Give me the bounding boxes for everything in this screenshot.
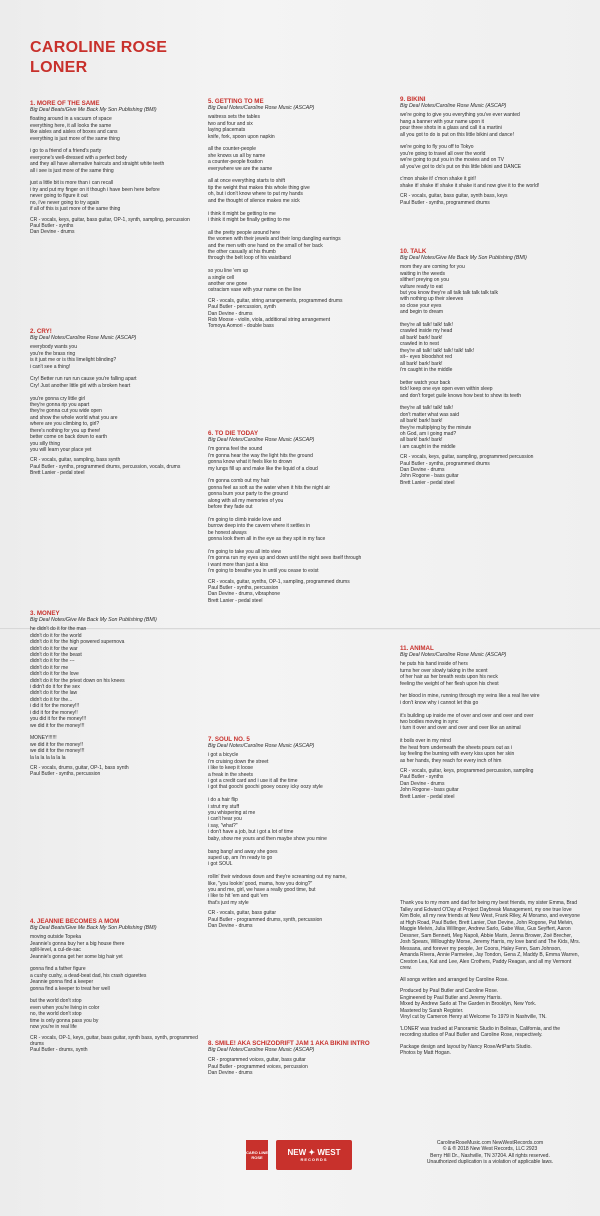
song-title: 5. GETTING TO ME [208, 98, 264, 105]
song-title: 2. CRY! [30, 328, 52, 335]
song-lyrics: moving outside Topeka Jeannie's gonna buy her a big house there split-level, a cul-de-sac Jeannie's gonna get her some big hair yet gonna find a father figure a cushy cushy, a dead-beat dad, his crash cigarettes Jeannie gonna find a keeper gonna find a keeper to treat her well but the world don't stop even when you're living in color no, the world don't stop time is only gonna pass you by now you're in real life [30, 934, 147, 1031]
song-lyrics: we're going to give you everything you've ever wanted hang a banner with your name upon it pour three shots in a glass and call it a martini all you got to do is put on this little bikini and dance! we're going to fly you off to Tokyo you're going to travel all over the world we're going to put you in the movies and on TV all you've got to do's put on this little bikini and DANCE c'mon shake it! c'mon shake it girl! shake it! shake it! shake it shake it and now give it to the world! [400, 112, 540, 189]
song-credits: CR - vocals, guitar, bass guitar Paul Butler - programmed drums, synth, percussion Dan Devine - drums [208, 910, 323, 929]
thanks-paragraph: Thank you to my mom and dad for being my best friends, my sister Emma, Brad Talley and Edward O'Day at Project Daybreak Management, my one true love Kim Bole, all my new friends at New West, Frank Riley, Al Moramo, and everyone at High Road, Paul Butler, Brett Lanier, Dan Devine, John Rogone, Pat Melvin, Maggie Melvin, Julia Willinger, Andrew Sarlo, Gabe Wax, Gus Seyffert, Aaron Dessner, Sam Bennett, Meg Napoli, Abbie Marin, Jenna Brower, Zoë Brecher, Josh Spears, Willoughby Morse, Jeremy Harris, my love band and The Kids, Mrs. Messana, and forever my people, Jer Coons, Haley Fenn, Sam Johnson, Amanda Rivera, Annie Parmelee, Jay Tondon, Gena Z, Maddy B, Emma Warren, Creston Lea, Kat and Lee, Alex Crothers, Paddy Reagan, and all my Vermont crew. [400, 900, 580, 971]
song-credits: CR - vocals, OP-1, keys, guitar, bass guitar, synth bass, synth, programmed drums Paul Butler - drums, synth [30, 1034, 198, 1054]
footer-legal: CarolineRoseMusic.com NewWestRecords.com © & ® 2018 New West Records, LLC 2923 Berry Hill Dr., Nashville, TN 37204. All rights reserved. Unauthorized duplication is a violation of applicable laws. [426, 1140, 554, 1166]
column-1-cry [30, 328, 210, 477]
column-3-animal [400, 645, 580, 800]
records-wordmark: RECORDS [300, 1157, 328, 1162]
song-publisher: Big Deal Notes/Caroline Rose Music (ASCAP) [400, 103, 507, 109]
song-title: 10. TALK [400, 248, 427, 255]
column-2-die [208, 430, 388, 604]
song-credits: CR - vocals, guitar, keys, programmed percussion, sampling Paul Butler - synths Dan Devine - drums John Rogone - bass guitar Brett Lanier - pedal steel [400, 767, 534, 800]
song-title: 7. SOUL NO. 5 [208, 736, 250, 743]
song-credits: CR - vocals, guitar, synths, OP-1, sampling, programmed drums Paul Butler - synths, percussion Dan Devine - drums, vibraphone Brett Lanier - pedal steel [208, 578, 350, 604]
liner-notes [400, 900, 580, 1062]
song-lyrics: he didn't do it for the man didn't do it for the world didn't do it for the high powered supernova didn't do it for the war didn't do it for the beast didn't do it for the --- didn't do it for me didn't do it for the love didn't do it for the priest down on his knees i didn't do it for the sex didn't do it for the law didn't do it for the... i did it for the money!!! i did it for the money!! you did it for the money!!! we did it for the money!!! MONEY!!!!!! we did it for the money!! we did it for the money!!! la la la la la la la [30, 626, 125, 761]
song-publisher: Big Deal Beats/Give Me Back My Son Publishing (BMI) [30, 107, 157, 113]
design-credit: Package design and layout by Nancy Rose/ArtParts Studio. Photos by Matt Hogan. [400, 1043, 532, 1056]
song-publisher: Big Deal Beats/Give Me Back My Son Publishing (BMI) [30, 925, 157, 931]
column-2-smile [208, 1040, 388, 1077]
song-lyrics: floating around in a vacuum of space everything here, it all looks the same like aisles and aisles of boxes and cans everything is just more of the same thing i go to a friend of a friend's party everyone's well-dressed with a perfect body and they all have alternative haircuts and straight white teeth all i see is just more of the same thing just a little bit is more than i can recall i try and put my finger on it though i have been here before never going to figure it out no, i've never going to try again if all of this is just more of the same thing [30, 116, 165, 213]
song-publisher: Big Deal Notes/Give Me Back My Son Publishing (BMI) [30, 617, 157, 623]
song-block [30, 100, 210, 236]
song-publisher: Big Deal Notes/Give Me Back My Son Publishing (BMI) [400, 255, 527, 261]
song-credits: CR - programmed voices, guitar, bass guitar Paul Butler - programmed voices, percussion Dan Devine - drums [208, 1057, 308, 1077]
caroline-rose-logo: CARO LINE ROSE [246, 1140, 268, 1170]
song-publisher: Big Deal Notes/Caroline Rose Music (ASCAP) [30, 335, 137, 341]
song-publisher: Big Deal Notes/Caroline Rose Music (ASCAP) [400, 652, 507, 658]
song-credits: CR - vocals, keys, guitar, bass guitar, OP-1, synth, sampling, percussion Paul Butler - synths Dan Devine - drums [30, 216, 190, 236]
column-3-bikini [400, 96, 580, 206]
logos [246, 1140, 352, 1170]
song-credits: CR - vocals, drums, guitar, OP-1, bass synth Paul Butler - synths, percussion [30, 764, 129, 778]
header [30, 38, 167, 78]
column-1-jeannie [30, 918, 210, 1054]
song-lyrics: i'm gonna feel the sound i'm gonna hear the way the light hits the ground gonna know what it feels like to drown my lungs fill up and make like the liquid of a cloud i'm gonna comb out my hair gonna feel as soft as the water when it hits the night air gonna burn your party to the ground along with all my memories of you before they fade out i'm going to climb inside love and burrow deep into the cavern where it settles in be honest always gonna look them all in the eye as they spit in my face i'm going to take you all into view i'm gonna run my eyes up and down until the night sees itself through i want more than just a kiss i'm going to breathe you in until you cease to exist [208, 446, 362, 575]
album-title: LONER [30, 59, 88, 76]
song-title: 6. TO DIE TODAY [208, 430, 259, 437]
song-lyrics: everybody wants you you're the brass ring is it just me or is this limelight blinding? i can't see a thing! Cry! Better run run run cause you're falling apart Cry! Just another little girl with a broken heart you're gonna cry little girl they're gonna rip you apart they're gonna cut you wide open and show the whole world what you are where are you climbing to, girl? there's nothing for you up there! better come on back down to earth you silly thing you will learn your place yet [30, 344, 137, 453]
song-lyrics: waitress sets the tables two and four and six laying placemats knife, fork, spoon upon napkin all the counter-people she knows us all by name a counter-people fixation everywhere we are the same all at once everything starts to shift tip the weight that makes this whole thing give oh, but i don't know where to put my hands and the thought of silence makes me sick i think it might be getting to me i think it might be finally getting to me all the pretty people around here the women with their jewels and their long dangling earrings and the men with one hand on the small of her back the other casually at his thumb through the belt loop of his waistband so you line 'em up a single cell another one gone ostracism vase with your name on the line [208, 114, 341, 294]
new-west-wordmark: NEW ✦ WEST [287, 1148, 341, 1157]
artist-name: CAROLINE ROSE [30, 39, 168, 56]
song-publisher: Big Deal Notes/Caroline Rose Music (ASCAP) [208, 1047, 315, 1053]
recording-location: 'LONER' was tracked at Panoramic Studio in Bolinas, California, and the recording studios of Paul Butler and Caroline Rose, respectively. [400, 1025, 561, 1038]
song-title: 11. ANIMAL [400, 645, 434, 652]
song-title: 4. JEANNIE BECOMES A MOM [30, 918, 120, 925]
new-west-records-logo [276, 1140, 352, 1170]
song-publisher: Big Deal Notes/Caroline Rose Music (ASCAP) [208, 105, 315, 111]
column-1 [30, 100, 210, 236]
song-credits: CR - vocals, guitar, sampling, bass synth Paul Butler - synths, programmed drums, percussion, vocals, drums Brett Lanier - pedal steel [30, 457, 181, 477]
column-2-getting [208, 98, 388, 330]
song-title: 8. SMILE! AKA SCHIZODRIFT JAM 1 AKA BIKINI INTRO [208, 1040, 370, 1047]
column-2-soul [208, 736, 388, 929]
production-credits: Produced by Paul Butler and Caroline Rose. Engineered by Paul Butler and Jeremy Harris. Mixed by Andrew Sarlo at The Garden in Brooklyn, New York. Mastered by Sarah Register. Vinyl cut by Cameron Henry at Welcome To 1979 in Nashville, TN. [400, 988, 547, 1020]
song-title: 1. MORE OF THE SAME [30, 100, 100, 107]
column-3-talk [400, 248, 580, 486]
song-lyrics: mom they are coming for you waiting in the weeds slither! preying on you vulture ready to eat but you know they're all talk talk talk talk talk with nothing up their sleeves so close your eyes and begin to dream they're all talk! talk! talk! crawled inside my head all bark! bark! bark! crawled in to nest they're all talk! talk! talk! talk! talk! sit-- eyes bloodshot red all bark! bark! bark! i'm caught in the middle better watch your back tick! keep one eye open even within sleep and don't forget guile knows how best to show its teeth they're all talk! talk! talk! don't matter what was said all bark! bark! bark! they're multiplying by the minute oh God, am i going mad? all bark! bark! bark! i am caught in the middle [400, 264, 522, 450]
song-publisher: Big Deal Notes/Caroline Rose Music (ASCAP) [208, 437, 315, 443]
song-credits: CR - vocals, guitar, string arrangements, programmed drums Paul Butler - percussion, synth Dan Devine - drums Rob Moose - violin, viola, additional string arrangement Tomoya Aomori - double bass [208, 297, 343, 330]
song-lyrics: he puts his hand inside of hers turns her over slowly taking in the scent of her hair as her breath rests upon his neck feeling the weight of her flesh upon his chest her blood in mine, running through my veins like a real live wire i don't know why i cannot let this go it's building up inside me of over and over and over and over two bodies moving in sync i turn it over and over and over and over like an animal it boils over in my mind the heat from underneath the sheets pours out as i lay feeling the burning with every kiss upon her skin as her hands, they reach for every inch of him [400, 661, 540, 764]
song-publisher: Big Deal Notes/Caroline Rose Music (ASCAP) [208, 743, 315, 749]
column-1-money [30, 610, 210, 778]
song-lyrics: i got a bicycle i'm cruising down the street i like to keep it loose a freak in the sheets i got a credit card and i use it all the time i got that goochi goochi gooey oozey icky oozy style i do a hair flip i strut my stuff you whispering at me i can't hear you i say, "what?" i don't have a job, but i got a lot of time baby, show me yours and then maybe show you mine bang bang! and away she goes suped up, am i'm ready to go i got SOUL rollin' their windows down and they're screaming out my name, like, "you lookin' good, mama, how you doing?" you and me, girl, we have a really good time, but i like to hit 'em and quit 'em that's just my style [208, 752, 347, 906]
song-credits: CR - vocals, keys, guitar, sampling, programmed percussion Paul Butler - synths, programmed drums Dan Devine - drums John Rogone - bass guitar Brett Lanier - pedal steel [400, 454, 534, 486]
songwriting-credit: All songs written and arranged by Caroline Rose. [400, 976, 509, 983]
song-credits: CR - vocals, guitar, bass guitar, synth bass, keys Paul Butler - synths, programmed drums [400, 193, 508, 206]
song-title: 3. MONEY [30, 610, 60, 617]
song-title: 9. BIKINI [400, 96, 426, 103]
